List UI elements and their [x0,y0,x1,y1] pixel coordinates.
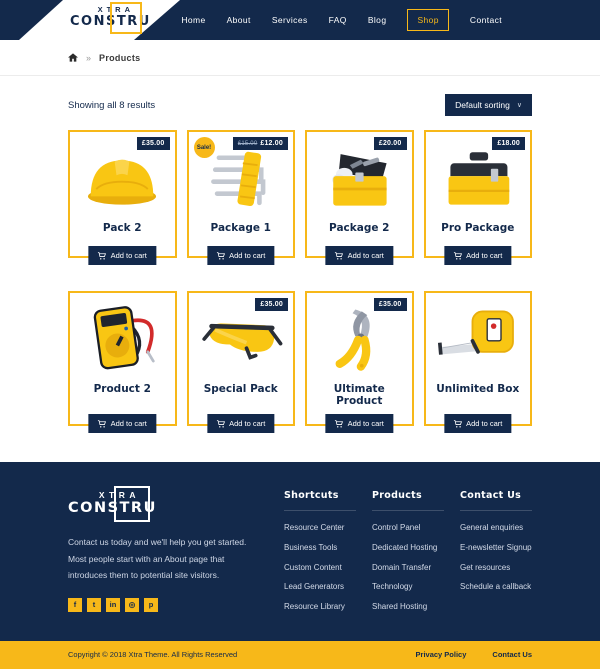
pinterest-icon[interactable]: p [144,598,158,612]
add-to-cart-button[interactable]: Add to cart [207,246,274,265]
product-card [305,130,414,258]
product-card [187,291,296,426]
home-icon[interactable] [68,53,78,62]
sorting-label: Default sorting [455,100,510,110]
nav-item-about[interactable]: About [226,15,251,25]
logo-text-top: XTRA [97,5,134,14]
product-card [424,130,533,258]
cart-icon [98,252,107,260]
contact-us-link[interactable]: Contact Us [492,650,532,660]
footer-column-contact [460,490,532,621]
footer-link[interactable]: General enquiries [460,523,524,532]
price-badge: £15.00 £12.00 [233,137,288,150]
add-to-cart-button[interactable]: Add to cart [444,414,511,433]
price-badge: £35.00 [255,298,288,311]
product-title[interactable]: Unlimited Box [436,383,520,395]
product-image-tape-measure[interactable] [430,301,527,377]
twitter-icon[interactable]: t [87,598,101,612]
cart-icon [453,252,462,260]
footer-link[interactable]: Get resources [460,562,511,572]
product-image-safety-glasses[interactable] [193,301,290,377]
breadcrumb-separator: » [86,52,92,63]
footer-column-title: Products [372,490,444,511]
old-price: £15.00 [237,141,258,147]
sorting-dropdown[interactable] [445,94,532,116]
cart-icon [335,252,344,260]
product-title[interactable]: Special Pack [203,383,278,395]
linkedin-icon[interactable]: in [106,598,120,612]
product-image-closed-toolbox[interactable] [430,140,527,216]
nav-item-contact[interactable]: Contact [469,15,502,25]
cart-icon [98,420,107,428]
product-card [187,130,296,258]
logo-frame [110,2,142,34]
logo-frame [114,486,150,522]
shop-toolbar [0,76,600,130]
product-card [305,291,414,426]
footer-column-shortcuts [284,490,356,621]
add-to-cart-button[interactable]: Add to cart [326,246,393,265]
footer-about-text: Contact us today and we'll help you get started. Most people start with an About page that introduces them to potential site visitors. [68,537,247,581]
footer-about [68,490,250,621]
footer-column-products [372,490,444,621]
product-title[interactable]: Package 1 [210,222,271,234]
price-badge: £20.00 [374,137,407,150]
product-image-pruning-shears[interactable] [311,301,408,377]
product-grid [68,130,532,426]
add-to-cart-button[interactable]: Add to cart [89,246,156,265]
breadcrumb-current: Products [99,52,141,63]
copyright-text: Copyright © 2018 Xtra Theme. All Rights Reserved [68,650,238,660]
footer-column-title: Contact Us [460,490,532,511]
product-title[interactable]: Pack 2 [102,222,142,234]
nav-item-shop[interactable]: Shop [407,9,448,31]
facebook-icon[interactable]: f [68,598,82,612]
cart-icon [216,420,225,428]
product-image-open-toolbox[interactable] [311,140,408,216]
cart-icon [335,420,344,428]
logo-text-bottom: CONSTRU [68,500,157,516]
nav-item-services[interactable]: Services [271,15,308,25]
footer-logo[interactable] [68,490,157,516]
footer-link[interactable]: Shared Hosting [372,602,428,612]
privacy-policy-link[interactable]: Privacy Policy [415,650,467,660]
main-nav [181,0,502,40]
footer-link[interactable]: E-newsletter Signup [460,542,532,552]
product-title[interactable]: Package 2 [329,222,390,234]
price-badge: £35.00 [137,137,170,150]
nav-item-home[interactable]: Home [181,15,206,25]
footer [0,462,600,641]
add-to-cart-button[interactable]: Add to cart [207,414,274,433]
footer-link[interactable]: Business Tools [284,542,338,552]
logo-text-top: XTRA [98,490,140,500]
add-to-cart-button[interactable]: Add to cart [326,414,393,433]
footer-link[interactable]: Domain Transfer [372,562,432,572]
product-title[interactable]: Ultimate Product [333,383,385,407]
instagram-icon[interactable]: ◎ [125,598,139,612]
product-image-multimeter[interactable] [74,301,171,377]
nav-item-blog[interactable]: Blog [367,15,387,25]
footer-column-title: Shortcuts [284,490,356,511]
results-count: Showing all 8 results [68,99,156,111]
logo-text-bottom: CONSTRU [70,14,151,29]
social-links [68,598,250,612]
cart-icon [216,252,225,260]
add-to-cart-button[interactable]: Add to cart [89,414,156,433]
cart-icon [453,420,462,428]
footer-link[interactable]: Dedicated Hosting [372,542,438,552]
price-badge: £18.00 [492,137,525,150]
footer-link[interactable]: Resource Center [284,523,345,532]
product-title[interactable]: Product 2 [93,383,151,395]
footer-link[interactable]: Custom Content [284,562,342,572]
header [0,0,600,40]
footer-link[interactable]: Control Panel [372,523,421,532]
nav-item-faq[interactable]: FAQ [328,15,347,25]
footer-link[interactable]: Resource Library [284,602,345,612]
price-badge: £35.00 [374,298,407,311]
sale-badge: Sale! [194,137,215,158]
product-card [424,291,533,426]
product-image-hard-hat[interactable] [74,140,171,216]
product-card [68,291,177,426]
site-logo[interactable] [70,5,151,29]
footer-link[interactable]: Technology [372,582,413,592]
bottom-bar [0,641,600,669]
product-title[interactable]: Pro Package [441,222,515,234]
bottom-links [416,650,532,659]
chevron-down-icon: ∨ [516,101,522,109]
breadcrumb [0,40,600,76]
product-card [68,130,177,258]
footer-link[interactable]: Schedule a callback [460,582,532,592]
footer-columns [284,490,532,621]
footer-link[interactable]: Lead Generators [284,582,345,592]
add-to-cart-button[interactable]: Add to cart [444,246,511,265]
